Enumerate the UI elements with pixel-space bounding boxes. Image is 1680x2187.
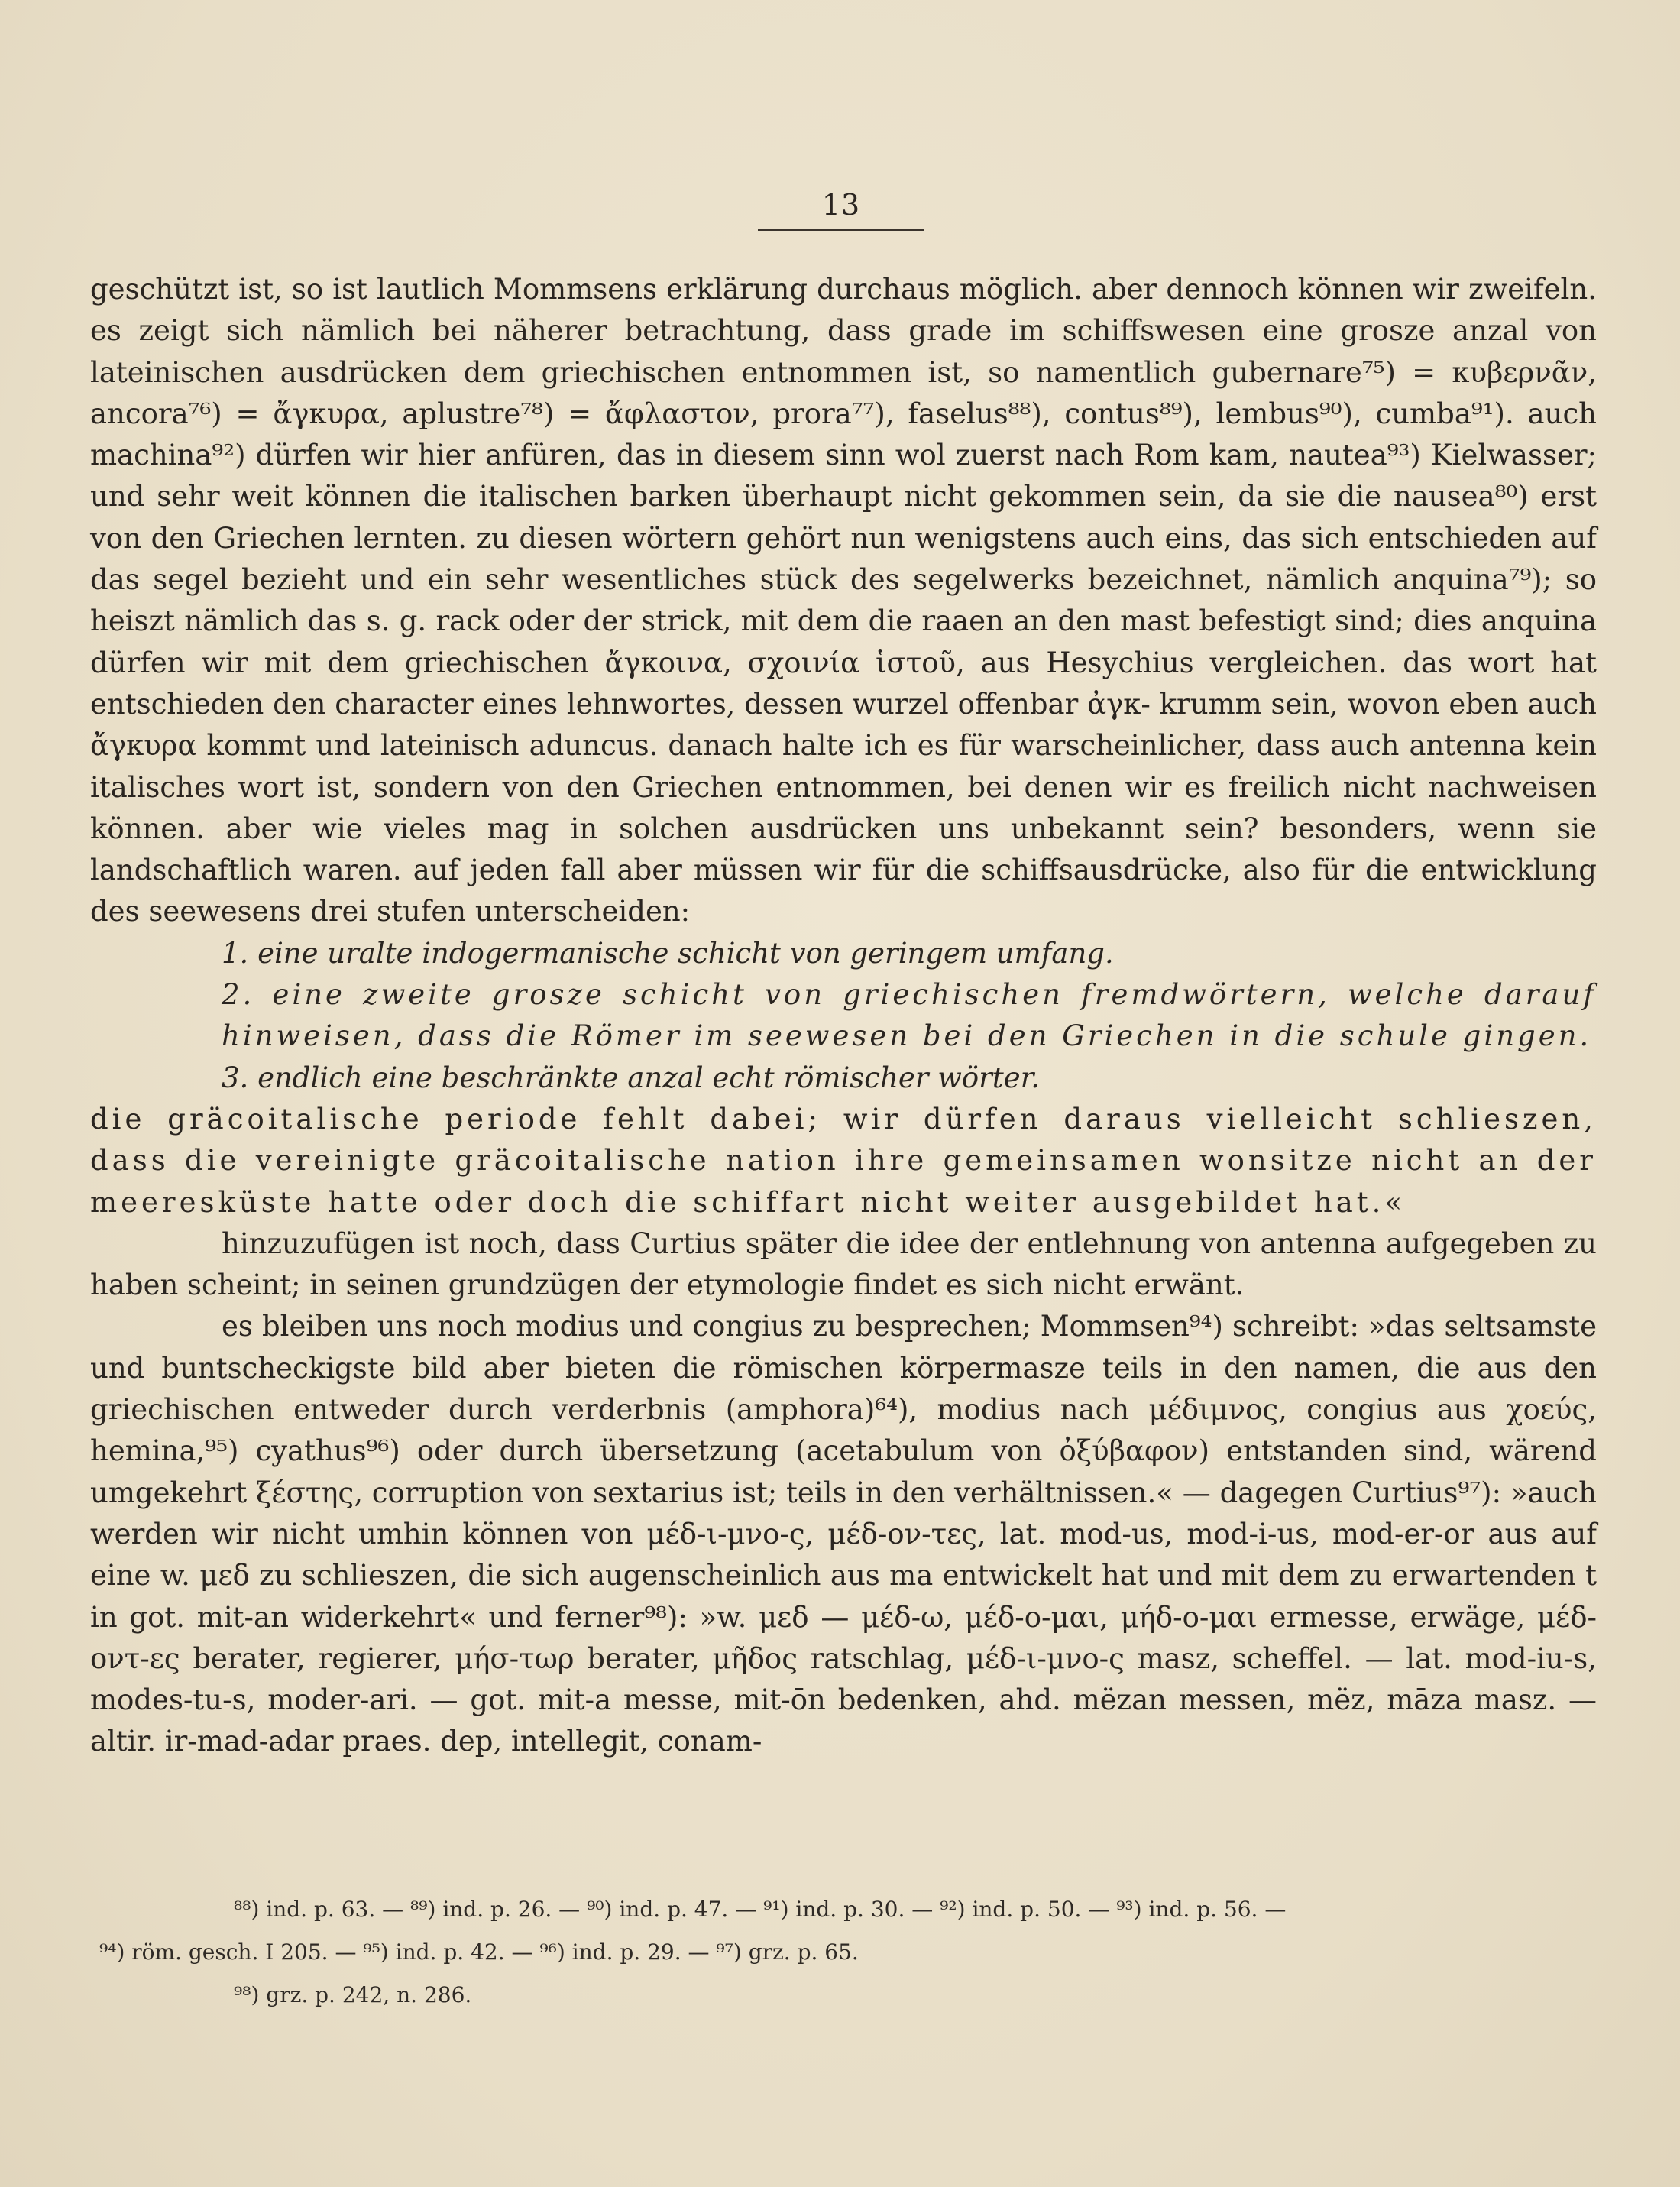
paragraph-curtius: hinzuzufügen ist noch, dass Curtius später die idee der entlehnung von antenna aufgegeben zu haben scheint; in seinen grundzügen der etymologie findet es sich nicht erwänt. xyxy=(90,1226,1597,1302)
footnote-line: ⁸⁸) ind. p. 63. — ⁸⁹) ind. p. 26. — ⁹⁰) ind. p. 47. — ⁹¹) ind. p. 30. — ⁹²) ind. p. 50. — ⁹³) ind. p. 56. — xyxy=(234,1897,1287,1922)
footnote-line: ⁹⁸) grz. p. 242, n. 286. xyxy=(234,1982,472,2007)
footnote-line: ⁹⁴) röm. gesch. I 205. — ⁹⁵) ind. p. 42. — ⁹⁶) ind. p. 29. — ⁹⁷) grz. p. 65. xyxy=(99,1939,859,1965)
list-item-1: 1. eine uralte indogermanische schicht von geringem umfang. xyxy=(222,936,1114,970)
body-text xyxy=(90,269,1597,1763)
paragraph-modius: es bleiben uns noch modius und congius zu besprechen; Mommsen⁹⁴) schreibt: »das seltsamste und buntscheckigste bild aber bieten die römischen körpermasze teils in den namen, die aus den griechischen entweder durch verderbnis (amphora)⁶⁴), modius nach μέδιμνος, congius aus χοεύς, hemina,⁹⁵) cyathus⁹⁶) oder durch übersetzung (acetabulum von ὀξύβαφον) entstanden sind, wärend umgekehrt ξέστης, corruption von sextarius ist; teils in den verhältnissen.« — dagegen Curtius⁹⁷): »auch werden wir nicht umhin können von μέδ-ι-μνο-ς, μέδ-ον-τες, lat. mod-us, mod-i-us, mod-er-or aus auf eine w. μεδ zu schlieszen, die sich augenscheinlich aus ma entwickelt hat und mit dem zu erwartenden t in got. mit-an widerkehrt« und ferner⁹⁸): »w. μεδ — μέδ-ω, μέδ-ο-μαι, μήδ-ο-μαι ermesse, erwäge, μέδ-οντ-ες berater, regierer, μήσ-τωρ berater, μῆδος ratschlag, μέδ-ι-μνο-ς masz, scheffel. — lat. mod-iu-s, modes-tu-s, moder-ari. — got. mit-a messe, mit-ōn bedenken, ahd. mëzan messen, mëz, māza masz. — altir. ir-mad-adar praes. dep, intellegit, conam- xyxy=(90,1310,1597,1758)
list-item-3: 3. endlich eine beschränkte anzal echt römischer wörter. xyxy=(222,1061,1040,1094)
footnotes xyxy=(99,1888,1597,2017)
paragraph-main: geschützt ist, so ist lautlich Mommsens erklärung durchaus möglich. aber dennoch können wir zweifeln. es zeigt sich nämlich bei näherer betrachtung, dass grade im schiffswesen eine grosze anzal von lateinischen ausdrücken dem griechischen entnommen ist, so namentlich gubernare⁷⁵) = κυβερνᾶν, ancora⁷⁶) = ἄγκυρα, aplustre⁷⁸) = ἄφλαστον, prora⁷⁷), faselus⁸⁸), contus⁸⁹), lembus⁹⁰), cumba⁹¹). auch machina⁹²) dürfen wir hier anfüren, das in diesem sinn wol zuerst nach Rom kam, nautea⁹³) Kielwasser; und sehr weit können die italischen barken überhaupt nicht gekommen sein, da sie die nausea⁸⁰) erst von den Griechen lernten. zu diesen wörtern gehört nun wenigstens auch eins, das sich entschieden auf das segel bezieht und ein sehr wesentliches stück des segelwerks bezeichnet, nämlich anquina⁷⁹); so heiszt nämlich das s. g. rack oder der strick, mit dem die raaen an den mast befestigt sind; dies anquina dürfen wir mit dem griechischen ἄγκοινα, σχοινία ἱστοῦ, aus Hesychius vergleichen. das wort hat entschieden den character eines lehnwortes, dessen wurzel offenbar ἀγκ- krumm sein, wovon eben auch ἄγκυρα kommt und lateinisch aduncus. danach halte ich es für warscheinlicher, dass auch antenna kein italisches wort ist, sondern von den Griechen entnommen, bei denen wir es freilich nicht nachweisen können. aber wie vieles mag in solchen ausdrücken uns unbekannt sein? besonders, wenn sie landschaftlich waren. auf jeden fall aber müssen wir für die schiffsausdrücke, also für die entwicklung des seewesens drei stufen unterscheiden: xyxy=(90,273,1597,928)
page-number: 13 xyxy=(758,188,924,231)
list-item-2: 2. eine zweite grosze schicht von griechischen fremdwörtern, welche darauf hinweisen, dass die Römer im seewesen bei den Griechen in die schule gingen. xyxy=(222,978,1597,1053)
paragraph-conclusion: die gräcoitalische periode fehlt dabei; wir dürfen daraus vielleicht schlieszen, dass die vereinigte gräcoitalische nation ihre gemeinsamen wonsitze nicht an der meeresküste hatte oder doch die schiffart nicht weiter ausgebildet hat.« xyxy=(90,1102,1597,1219)
